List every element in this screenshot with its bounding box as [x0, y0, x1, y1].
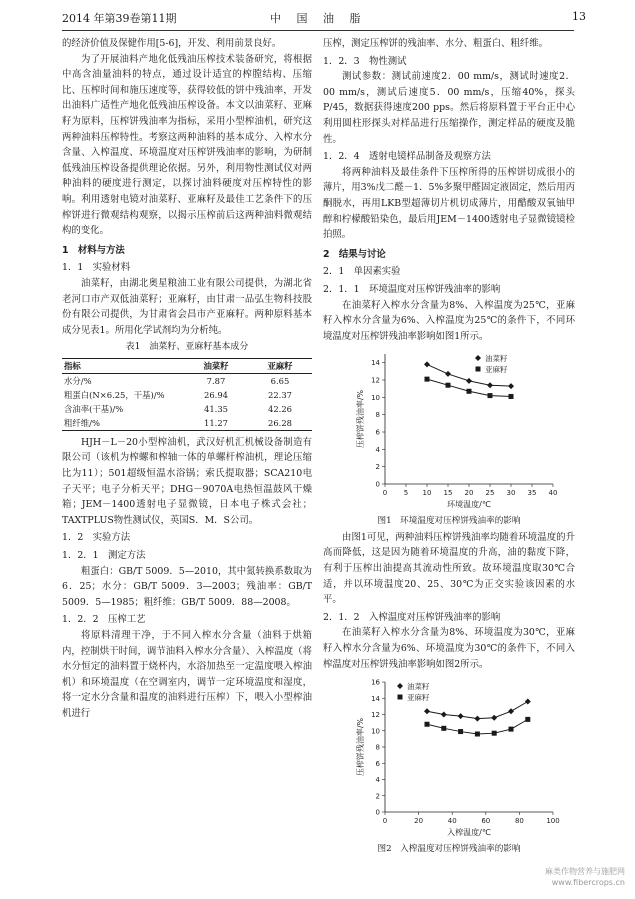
- figure-caption: 图2 入榨温度对压榨饼残油率的影响: [377, 844, 521, 855]
- data-point: [424, 708, 430, 714]
- data-point: [466, 378, 472, 384]
- legend-marker: [476, 367, 481, 372]
- y-tick-label: 16: [371, 678, 380, 687]
- paragraph: 在油菜籽入榨水分含量为8%、入榨温度为25℃，亚麻籽入榨水分含量为6%、入榨温度为25℃的条件下，不同环境温度对压榨饼残油率影响如图1所示。: [323, 299, 575, 342]
- table-cell: 42.26: [268, 403, 292, 414]
- y-tick-label: 10: [371, 394, 380, 403]
- paragraph: 将原料清理干净，于不同入榨水分含量（油料于烘箱内，控制烘干时间，调节油料入榨水分含量）、入榨温度（将水分恒定的油料置于烧杯内，水浴加热至一定温度喂入榨油机）和环境温度（在空调室内，调节一定环境温度和湿度，将一定水分含量和温度的油料进行压榨）下，喂入小型榨油机进行: [62, 630, 312, 719]
- paragraph: 将两种油料及最佳条件下压榨所得的压榨饼切成很小的薄片，用3%戊二醛－1．5%多聚甲醛固定液固定，然后用丙酮脱水，再用LKB型超薄切片机切成薄片，用醋酸双氧铀甲醇和柠檬酸铅染色，最后用JEM－1400透射电子显微镜镜检拍照。: [323, 166, 575, 241]
- table-cell: 26.28: [248, 416, 312, 431]
- x-tick-label: 25: [485, 489, 495, 498]
- x-tick-label: 80: [514, 817, 524, 826]
- composition-table: [62, 358, 312, 431]
- x-tick-label: 40: [447, 817, 457, 826]
- table-cell: 22.37: [268, 389, 292, 400]
- table-cell: 11.27: [184, 416, 248, 431]
- data-point: [424, 362, 430, 368]
- y-tick-label: 4: [375, 776, 380, 785]
- figure-1: [323, 344, 575, 514]
- left-column: [62, 36, 312, 722]
- subsection-heading: 1．2．3 物性测试: [323, 55, 407, 67]
- x-axis-label: 入榨温度/℃: [447, 828, 491, 838]
- legend-marker: [397, 683, 403, 689]
- table-cell: 26.94: [204, 389, 228, 400]
- y-tick-label: 4: [375, 446, 380, 455]
- data-point: [441, 726, 446, 731]
- data-point: [508, 383, 514, 389]
- x-tick-label: 20: [464, 489, 474, 498]
- subsection-heading: 1．2．4 透射电镜样品制备及观察方法: [323, 151, 491, 163]
- data-point: [458, 713, 464, 719]
- paragraph: 由图1可见，两种油料压榨饼残油率均随着环境温度的升高而降低，这是因为随着环境温度的升高，油的黏度下降，有利于压榨出油提高其流动性所致。故环境温度取30℃合适，并以环境温度20、25、30℃为正交实验该因素的水平。: [323, 531, 575, 606]
- table-cell: 41.35: [204, 403, 228, 414]
- x-tick-label: 5: [403, 489, 409, 498]
- figure-2-chart: [323, 672, 575, 842]
- paragraph: 为了开展油料产地化低残油压榨技术装备研究，将根据中高含油量油料的特点，通过设计适宜的榨膛结构、压缩比、压榨时间和施压速度等，获得较低的饼中残油率，开发出油料广适性产地化低残油压榨设备。本文以油菜籽、亚麻籽为原料，压榨饼残油率为指标，采用小型榨油机，研究这两种油料压榨特性。考察这两种油料的基本成分、入榨水分含量、入榨温度、环境温度对压榨饼残油率的影响，为研制低残油压榨设备提供理论依据。另外，利用物性测试仪对两种油料的硬度进行测定，以探讨油料硬度对压榨特性的影响。利用透射电镜对油菜籽、亚麻籽及最佳工艺条件下的压榨饼进行微观结构观察，以揭示压榨前后这两种油料微观结构的变化。: [62, 53, 312, 237]
- data-point: [441, 712, 447, 718]
- header-rule: [62, 30, 574, 31]
- table-cell: 含油率(干基)/%: [64, 403, 124, 414]
- x-tick-label: 15: [443, 489, 453, 498]
- data-point: [525, 717, 530, 722]
- y-tick-label: 6: [375, 759, 380, 768]
- subsection-heading: 2．1．2 入榨温度对压榨饼残油率的影响: [323, 611, 501, 623]
- y-tick-label: 0: [375, 808, 380, 817]
- paragraph: 油菜籽，由湖北奥星粮油工业有限公司提供，为湖北省老河口市产双低油菜籽；亚麻籽，由甘肃一品弘生物科技股份有限公司提供，为甘肃省会昌市产亚麻籽。两种原料基本成分见表1。所用化学试剂均为分析纯。: [62, 277, 312, 336]
- data-point: [508, 708, 514, 714]
- right-column: [323, 36, 575, 858]
- table-header: 油菜籽: [184, 358, 248, 373]
- y-tick-label: 12: [371, 376, 380, 385]
- figure-1-chart: [323, 344, 575, 514]
- paragraph: 在油菜籽入榨水分含量为8%、环境温度为30℃，亚麻籽入榨水分含量为6%、环境温度为30℃的条件下，不同入榨温度对压榨饼残油率影响如图2所示。: [323, 627, 575, 670]
- table-header: 指标: [62, 358, 184, 373]
- table-cell: 粗蛋白(N×6.25，干基)/%: [64, 389, 165, 400]
- subsection-heading: 1．2．2 压榨工艺: [62, 614, 146, 626]
- y-tick-label: 2: [375, 792, 380, 801]
- x-tick-label: 0: [382, 489, 388, 498]
- legend-marker: [475, 355, 481, 361]
- table-cell: 7.87: [206, 375, 226, 386]
- data-point: [487, 382, 493, 388]
- table-row: [62, 402, 312, 416]
- paragraph: 粗蛋白：GB/T 5009．5—2010，其中氮转换系数取为6．25；水分：GB/T 5009．3—2003；残油率：GB/T 5009．5—1985；粗纤维：GB/T 5009．88—2008。: [62, 565, 312, 608]
- x-tick-label: 30: [506, 489, 516, 498]
- legend-label: 亚麻籽: [407, 693, 430, 703]
- y-tick-label: 2: [375, 463, 380, 472]
- table-cell: 水分/%: [64, 375, 92, 386]
- journal-issue: 2014 年第39卷第11期: [62, 12, 177, 25]
- subsection-heading: 1．2．1 测定方法: [62, 550, 146, 562]
- page-number: 13: [572, 10, 586, 23]
- data-point: [488, 393, 493, 398]
- legend-label: 亚麻籽: [485, 365, 508, 375]
- running-header: [0, 8, 635, 30]
- y-tick-label: 6: [375, 428, 380, 437]
- table-row: [62, 373, 312, 388]
- subsection-heading: 2．1．1 环境温度对压榨饼残油率的影响: [323, 283, 501, 295]
- watermark-line: www.fibercrops.cn: [551, 878, 625, 887]
- data-point: [445, 371, 451, 377]
- y-tick-label: 10: [371, 727, 380, 736]
- figure-caption: 图1 环境温度对压榨饼残油率的影响: [377, 516, 521, 527]
- legend-label: 油菜籽: [407, 682, 430, 692]
- y-tick-label: 12: [371, 711, 380, 720]
- table-caption: 表1 油菜籽、亚麻籽基本成分: [125, 342, 249, 353]
- data-point: [425, 377, 430, 382]
- table-header-row: [62, 358, 312, 373]
- data-point: [491, 715, 497, 721]
- journal-title: 中 国 油 脂: [270, 12, 367, 25]
- data-point: [425, 722, 430, 727]
- table-row: [62, 416, 312, 431]
- legend-marker: [398, 695, 403, 700]
- data-point: [509, 394, 514, 399]
- table-cell: 粗纤维/%: [62, 416, 184, 431]
- paragraph: 压榨，测定压榨饼的残油率、水分、粗蛋白、粗纤维。: [323, 38, 549, 49]
- data-point: [474, 716, 480, 722]
- subsection-heading: 2．1 单因素实验: [323, 266, 401, 278]
- y-tick-label: 0: [375, 480, 380, 489]
- x-tick-label: 10: [422, 489, 432, 498]
- watermark-line: 麻类作物营养与施肥网: [545, 867, 625, 876]
- data-point: [525, 699, 531, 705]
- data-point: [458, 729, 463, 734]
- data-point: [492, 731, 497, 736]
- watermark: [525, 866, 625, 888]
- x-tick-label: 100: [546, 817, 560, 826]
- subsection-heading: 1．1 实验材料: [62, 262, 131, 274]
- paragraph: HJH－L－20小型榨油机，武汉好机汇机械设备制造有限公司（该机为榨螺和榨轴一体的单螺杆榨油机，理论压缩比为11）；501超级恒温水浴锅；索氏提取器；SCA210电子天平；电子分析天平；DHG－9070A电热恒温鼓风干燥箱；JEM－1400透射电子显微镜，日本电子株式会社；TAXTPLUS物性测试仪，英国S．M．S公司。: [62, 436, 312, 526]
- x-tick-label: 40: [548, 489, 558, 498]
- y-tick-label: 14: [371, 694, 380, 703]
- section-heading: 1 材料与方法: [62, 244, 125, 256]
- x-tick-label: 35: [527, 489, 537, 498]
- x-tick-label: 60: [481, 817, 491, 826]
- section-heading: 2 结果与讨论: [323, 248, 386, 260]
- figure-2: [323, 672, 575, 842]
- y-tick-label: 14: [371, 359, 380, 368]
- y-axis-label: 压榨饼残油率/%: [356, 390, 365, 449]
- subsection-heading: 1．2 实验方法: [62, 532, 131, 544]
- y-tick-label: 8: [375, 743, 380, 752]
- y-tick-label: 8: [375, 411, 380, 420]
- x-tick-label: 0: [382, 817, 388, 826]
- data-point: [446, 383, 451, 388]
- data-point: [509, 727, 514, 732]
- table-cell: 6.65: [270, 375, 290, 386]
- table-row: [62, 388, 312, 402]
- y-axis-label: 压榨饼残油率/%: [356, 718, 365, 777]
- paragraph: 测试参数：测试前速度2．00 mm/s，测试时速度2．00 mm/s，测试后速度5．00 mm/s，压缩40%，探头P/45，数据获得速度200 pps。然后将原料置于平台正中心利用圆柱形探头对样品进行压缩操作，测定样品的硬度及脆性。: [323, 71, 575, 145]
- x-axis-label: 环境温度/℃: [447, 500, 491, 510]
- data-point: [475, 732, 480, 737]
- data-point: [467, 389, 472, 394]
- paragraph: 的经济价值及保健作用[5-6]，开发、利用前景良好。: [62, 38, 282, 49]
- table-header: 亚麻籽: [248, 358, 312, 373]
- legend-label: 油菜籽: [485, 354, 508, 364]
- x-tick-label: 20: [414, 817, 424, 826]
